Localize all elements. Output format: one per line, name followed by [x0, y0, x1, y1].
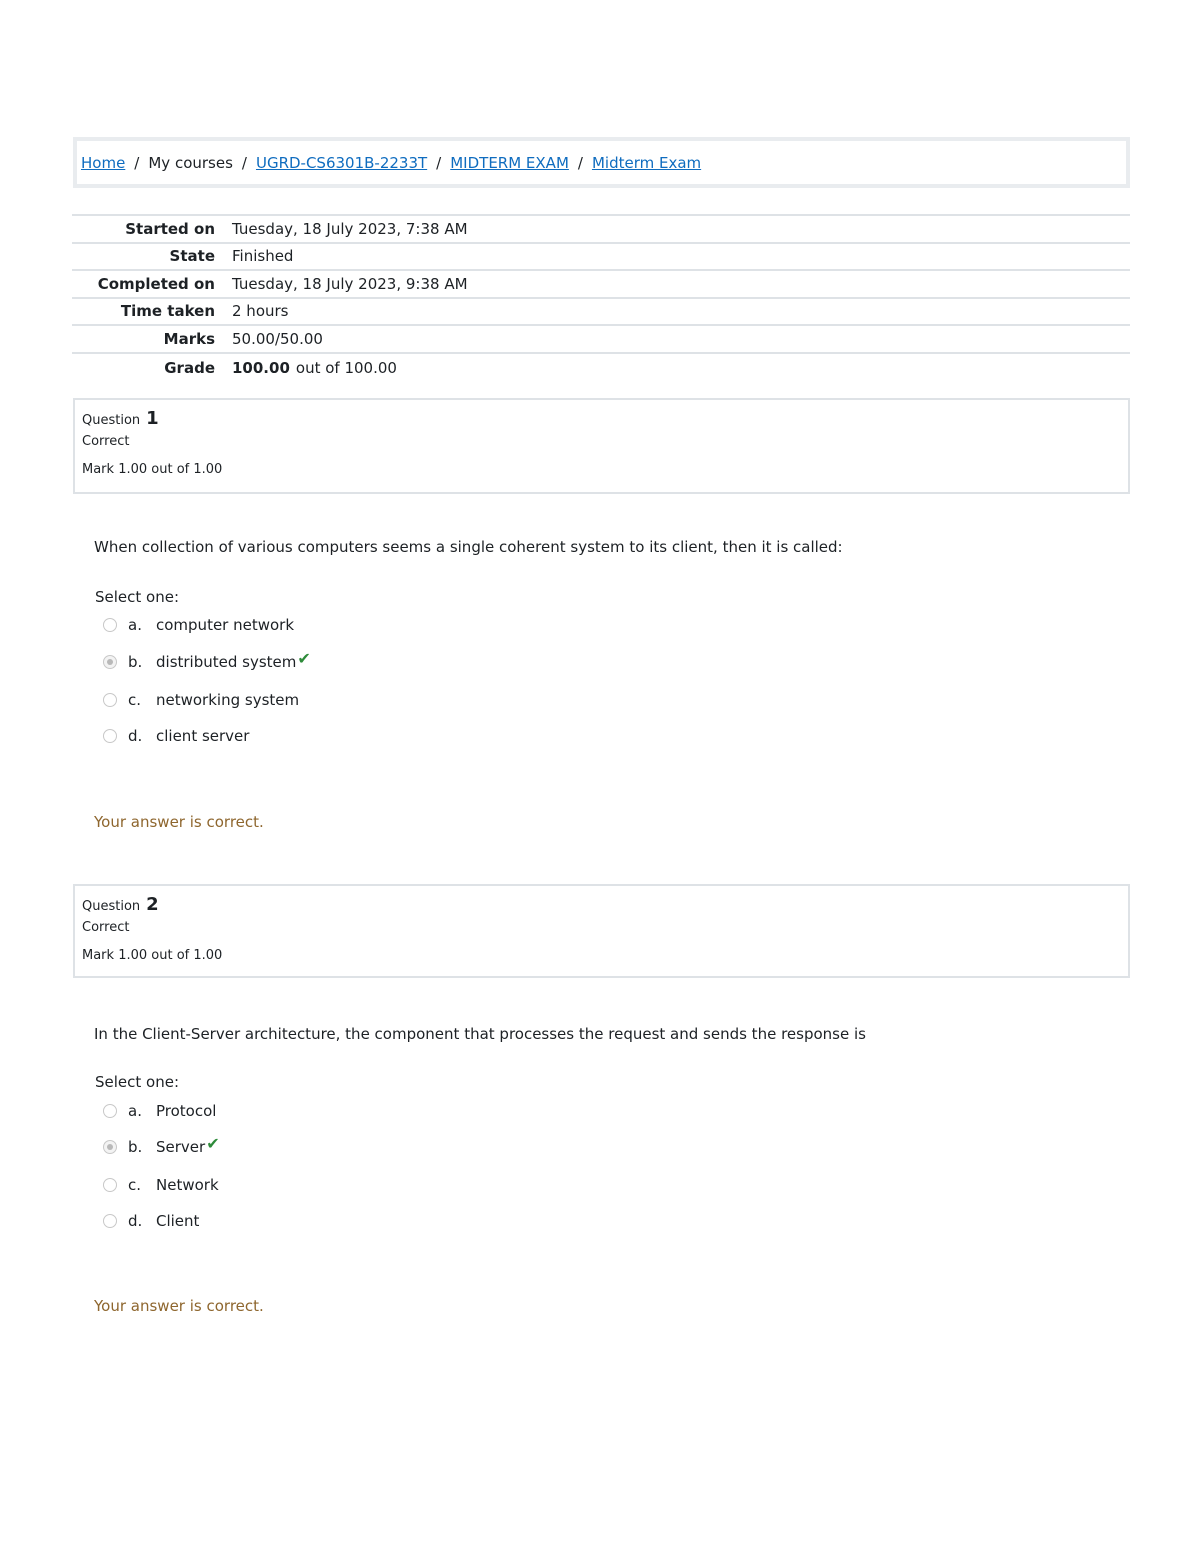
question-2-option-b[interactable]	[103, 1133, 220, 1158]
time-taken-label: Time taken	[120, 302, 215, 321]
grade-cell	[232, 353, 1130, 383]
question-2-option-a[interactable]	[103, 1100, 216, 1122]
question-1-text: When collection of various computers seems a single coherent system to its client, then it is called:	[94, 538, 843, 556]
state-label: State	[169, 247, 215, 266]
question-number-value: 1	[146, 408, 159, 429]
question-1-option-b[interactable]	[103, 648, 311, 673]
marks-value: 50.00/50.00	[232, 329, 323, 348]
option-text: distributed system	[156, 653, 297, 671]
question-label: Question	[82, 413, 141, 428]
summary-row-state	[72, 243, 1130, 271]
option-letter: a.	[128, 1102, 142, 1120]
question-mark: Mark 1.00 out of 1.00	[82, 462, 223, 477]
check-icon: ✔	[297, 648, 311, 668]
question-2-prompt: Select one:	[95, 1073, 180, 1091]
option-letter: c.	[128, 1176, 142, 1194]
radio-button[interactable]	[103, 618, 117, 632]
breadcrumb-separator: /	[134, 153, 140, 172]
option-letter: d.	[128, 1212, 143, 1230]
option-text: Server	[156, 1138, 206, 1156]
completed-on-label: Completed on	[97, 274, 215, 293]
option-text: Protocol	[156, 1102, 217, 1120]
question-2-text: In the Client-Server architecture, the component that processes the request and sends the response is	[94, 1025, 866, 1043]
completed-on-value: Tuesday, 18 July 2023, 9:38 AM	[232, 274, 468, 293]
question-1-option-c[interactable]	[103, 689, 299, 711]
marks-label: Marks	[163, 329, 215, 348]
attempt-summary-table	[72, 214, 1130, 383]
question-1-info	[73, 398, 1130, 494]
question-state: Correct	[82, 920, 130, 935]
question-state: Correct	[82, 434, 130, 449]
grade-suffix: out of 100.00	[295, 359, 397, 377]
summary-row-marks	[72, 325, 1130, 353]
option-letter: b.	[128, 653, 143, 671]
started-on-label: Started on	[125, 219, 215, 238]
breadcrumb-home-link[interactable]: Home	[81, 153, 126, 172]
question-2-info	[73, 884, 1130, 978]
summary-row-time-taken	[72, 298, 1130, 326]
radio-button-selected[interactable]	[103, 1140, 117, 1154]
time-taken-value: 2 hours	[232, 302, 289, 321]
breadcrumb-course-link[interactable]: UGRD-CS6301B-2233T	[255, 153, 428, 172]
radio-button[interactable]	[103, 1214, 117, 1228]
option-letter: d.	[128, 727, 143, 745]
summary-row-grade	[72, 353, 1130, 383]
question-mark: Mark 1.00 out of 1.00	[82, 948, 223, 963]
state-value: Finished	[232, 247, 294, 266]
option-text: client server	[156, 727, 250, 745]
question-2-option-d[interactable]	[103, 1210, 199, 1232]
breadcrumb-my-courses: My courses	[148, 153, 233, 172]
check-icon: ✔	[206, 1133, 220, 1153]
question-1-prompt: Select one:	[95, 588, 180, 606]
radio-button[interactable]	[103, 729, 117, 743]
summary-row-started	[72, 215, 1130, 243]
option-text: Network	[156, 1176, 219, 1194]
question-number-value: 2	[146, 894, 159, 915]
breadcrumb-separator: /	[436, 153, 442, 172]
option-text: computer network	[156, 616, 295, 634]
radio-button[interactable]	[103, 1104, 117, 1118]
question-1-option-d[interactable]	[103, 725, 249, 747]
breadcrumb	[73, 137, 1130, 188]
grade-value: 100.00	[232, 359, 290, 377]
breadcrumb-quiz-link[interactable]: Midterm Exam	[591, 153, 702, 172]
question-2-feedback: Your answer is correct.	[94, 1297, 264, 1315]
option-letter: a.	[128, 616, 142, 634]
breadcrumb-section-link[interactable]: MIDTERM EXAM	[450, 153, 569, 172]
question-1-option-a[interactable]	[103, 614, 294, 636]
radio-button-selected[interactable]	[103, 655, 117, 669]
breadcrumb-separator: /	[241, 153, 247, 172]
question-number	[82, 408, 1128, 432]
grade-label: Grade	[164, 359, 215, 377]
option-letter: b.	[128, 1138, 143, 1156]
summary-row-completed	[72, 270, 1130, 298]
started-on-value: Tuesday, 18 July 2023, 7:38 AM	[232, 219, 468, 238]
breadcrumb-separator: /	[577, 153, 583, 172]
question-2-option-c[interactable]	[103, 1174, 219, 1196]
radio-button[interactable]	[103, 1178, 117, 1192]
question-1-feedback: Your answer is correct.	[94, 813, 264, 831]
question-number	[82, 894, 1128, 918]
option-text: Client	[156, 1212, 200, 1230]
question-label: Question	[82, 899, 141, 914]
option-text: networking system	[156, 691, 300, 709]
radio-button[interactable]	[103, 693, 117, 707]
option-letter: c.	[128, 691, 142, 709]
